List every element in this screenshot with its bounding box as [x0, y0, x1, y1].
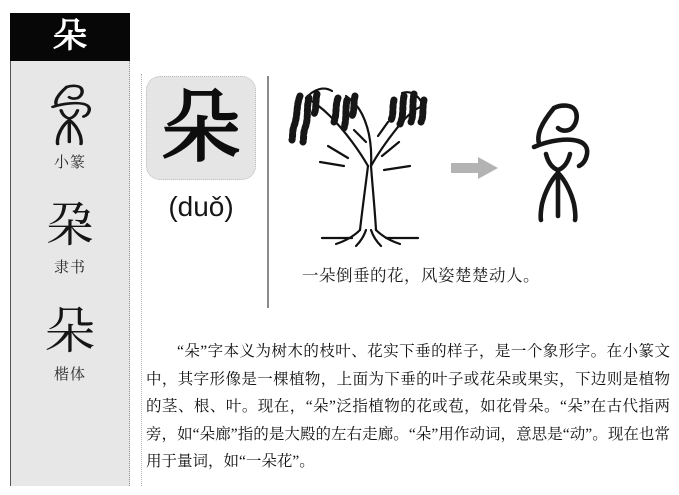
illustration-caption: 一朵倒垂的花，风姿楚楚动人。 [302, 266, 540, 285]
script-label-seal: 小篆 [53, 155, 86, 171]
arrow-right-icon [451, 156, 499, 180]
pinyin-label: (duǒ) [168, 191, 234, 222]
tree-illustration [282, 62, 452, 252]
script-label-regular: 楷体 [53, 367, 86, 383]
seal-script-glyph-large [524, 100, 594, 230]
main-character: 朵 [161, 84, 240, 171]
script-styles-sidebar [10, 61, 130, 486]
script-label-clerical: 隶书 [53, 260, 86, 276]
explanation-paragraph: “朵”字本义为树木的枝叶、花实下垂的样子，是一个象形字。在小篆文中，其字形像是一棵植物，上面为下垂的叶子或花朵或果实，下边则是植物的茎、根、叶。现在，“朵”泛指植物的花或苞，如花骨朵。“朵”在古代指两旁，如“朵廊”指的是大殿的左右走廊。“朵”用作动词，意思是“动”。现在也常用于量词，如“一朵花”。 [146, 343, 670, 470]
clerical-script-glyph: 朶 [45, 199, 94, 252]
regular-script-glyph: 朵 [45, 303, 95, 359]
vertical-divider-line [267, 76, 269, 308]
main-character-box [146, 76, 256, 180]
dotted-divider [141, 74, 142, 486]
seal-script-icon [46, 83, 94, 149]
script-entry-clerical [46, 200, 94, 277]
script-entry-regular [45, 303, 95, 384]
sidebar-header-char: 朵 [53, 18, 87, 55]
sidebar-header [10, 13, 130, 61]
script-entry-seal [46, 83, 94, 172]
